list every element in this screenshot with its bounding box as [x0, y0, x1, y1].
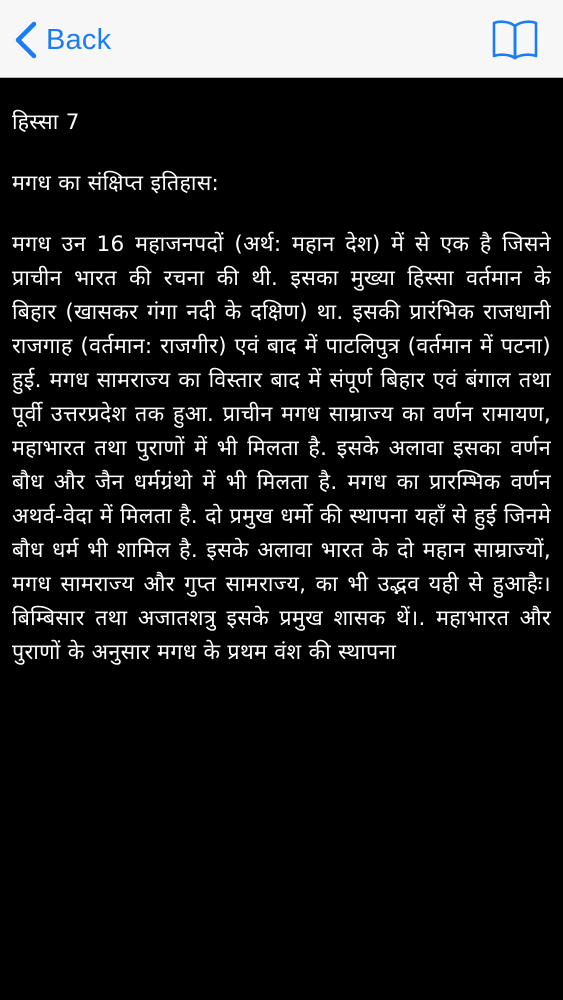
navigation-bar — [0, 0, 563, 78]
body-paragraph: मगध उन 16 महाजनपदों (अर्थ: महान देश) में से एक है जिसने प्राचीन भारत की रचना की थी. इसका मुख्या हिस्सा वर्तमान के बिहार (खासकर गंगा नदी के दक्षिण) था. इसकी प्रारंभिक राजधानी राजगाह (वर्तमान: राजगीर) एवं बाद में पाटलिपुत्र (वर्तमान में पटना) हुई. मगध सामराज्य का विस्तार बाद में संपूर्ण बिहार एवं बंगाल तथा पूर्वी उत्तरप्रदेश तक हुआ. प्राचीन मगध साम्राज्य का वर्णन रामायण, महाभारत तथा पुराणों में भी मिलता है. इसके अलावा इसका वर्णन बौध और जैन धर्मग्रंथो में भी मिलता है. मगध का प्रारम्भिक वर्णन अथर्व-वेदा में मिलता है. दो प्रमुख धर्मो की स्थापना यहाँ से हुई जिनमे बौध धर्म भी शामिल है. इसके अलावा भारत के दो महान साम्राज्यों, मगध सामराज्य और गुप्त सामराज्य, का भी उद्भव यही से हुआहैः। बिम्बिसार तथा अजातशत्रु इसके प्रमुख शासक थें।. महाभारत और पुराणों के अनुसार मगध के प्रथम वंश की स्थापना — [12, 232, 551, 665]
section-title: मगध का संक्षिप्त इतिहास: — [12, 171, 220, 196]
reading-content[interactable] — [0, 78, 563, 1000]
back-button[interactable] — [12, 18, 111, 62]
part-label: हिस्सा 7 — [12, 110, 80, 135]
back-button-label: Back — [46, 23, 112, 56]
chevron-left-icon — [12, 20, 40, 60]
book-icon[interactable] — [491, 17, 539, 61]
